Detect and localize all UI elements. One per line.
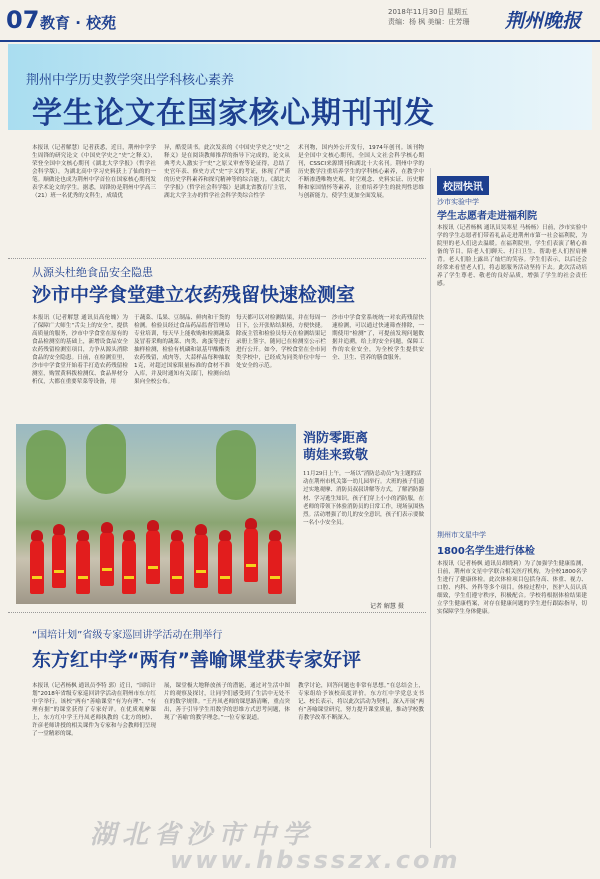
campus-news-badge: 校园快讯 (437, 176, 489, 195)
section-divider (8, 612, 426, 613)
dongfang-column-2: 展，课堂极大地释放孩子的潜能，通过对生活中图片的观察及探讨，让同学们感受到了生活中无处不在的数学规律。“王丹凤老师的课思路清晰，重点突出，善于引导学生用数学的思维方式思考问题，体现了‘善喻’的教学理念。”一位专家说道。 (164, 683, 290, 721)
caption-title-line2: 萌娃来致敬 (303, 448, 369, 463)
child-figure (146, 530, 160, 584)
caption-title-line1: 消防零距离 (303, 431, 369, 446)
section-title: 教育 · 校苑 (40, 14, 117, 32)
child-figure (194, 534, 208, 588)
dongfang-column-3: 教学讨论，回答问题也非常有思想。”在总结会上，专家组给予该校高度评价。东方红中学党总支书记、校长表示，将以此次活动为契机，深入开展“两有”善喻课堂研究，努力提升课堂质量，推动学校教育教学改革不断深入。 (298, 683, 424, 721)
news2-kicker: 荆州市文星中学 (437, 531, 486, 539)
child-figure (122, 540, 136, 594)
fire-safety-photo (16, 424, 296, 604)
lead-headline: 学生论文在国家核心期刊刊发 (32, 96, 435, 131)
tree-shape (216, 430, 256, 500)
section-divider (8, 258, 426, 259)
newspaper-logo: 荆州晚报 (505, 10, 582, 32)
lead-column-3: 术刊物，国内外公开发行，1974年创刊。该刊物是全国中文核心期刊，全国人文社会科学核心期刊，CSSCI来源期刊和湖北十大名刊。荆州中学的历史教学注重培养学生的学科核心素养，在教学中不断渗透唯物史观、时空观念、史料实证、历史解释和家国情怀等素养，注重培养学生的批判性思维与创新能力，使学生更加全面发展。 (298, 145, 424, 199)
photo-caption-text: 11月29日上午，一场以“消防总动员”为主题的活动在荆州市机关第一幼儿园举行。大班的孩子们通过实地观摩、消防员叔叔讲解等方式，了解消防器材、学习逃生知识。孩子们穿上小小的消防服，在老师的带领下体验消防员的日常工作，现场氛围热烈。活动增强了幼儿的安全意识，孩子们表示要做一名小小安全员。 (303, 471, 425, 527)
food-headline: 沙市中学食堂建立农药残留快速检测室 (32, 284, 356, 306)
watermark-url: www.hbssszx.com (170, 846, 461, 874)
news2-headline: 1800名学生进行体检 (437, 546, 535, 557)
child-figure (76, 540, 90, 594)
child-figure (52, 534, 66, 588)
food-column-1: 本报讯（记者解慧 通讯员高伦魄）为了保障广大师生“舌尖上的安全”，提供高质量的服务，沙市中学食堂在原有的食品检测室的基础上，新增设食品安全农药残留检测室项目，力争从源头消除食品的安全隐患。日前，在检测室里，沙市中学食堂开始着手打造农药残留检测室，购置黄料拨检测仪、食品界材分析仪，大都在重要荤菜等设备，用 (32, 315, 128, 385)
photo-credit: 记者 解慧 摄 (370, 603, 404, 610)
child-figure (244, 528, 258, 582)
child-figure (30, 540, 44, 594)
news1-headline: 学生志愿者走进福利院 (437, 211, 537, 222)
food-column-4: 沙市中学食堂系统统一对农药残留快速检测，可以通过快速筛查排除，一期使用“检测”了，可提前发现问题数据并追溯，给上的安全问题，保障工作的农业安全，为全校学生提供安全、卫生、营养的膳食服务。 (332, 315, 424, 361)
dateline (388, 7, 508, 27)
dongfang-headline: 东方红中学“两有”善喻课堂获专家好评 (32, 649, 361, 671)
page-number: 07 (6, 6, 40, 34)
issue-date: 2018年11月30日 星期五 (388, 8, 468, 16)
page-header (0, 0, 600, 42)
watermark-text: 湖北省沙市中学 (90, 820, 315, 850)
dongfang-column-1: 本报讯（记者杨枫 通讯员李特 郭）近日，“国培计划”2018年省级专家巡回讲学活动在荆州市东方红中学举行。该校“两有”善喻课堂“有为有理”、“有理有据”的课堂获得了专家好评。在优质观摩课上，东方红中学王丹凤老师执教的《北方的树》、许彦老师讲授的相关课件为专家和与会教师们呈现了一堂精彩的课。 (32, 683, 156, 737)
tree-shape (26, 430, 66, 500)
news1-kicker: 沙市实验中学 (437, 198, 479, 206)
lead-column-1: 本报讯（记者解慧）记者获悉，近日，荆州中学学生周锋的研究论文《中国史学史之“史”之释义》，荣登全国中文核心期刊《湖北大学学报》（哲学社会科学版），为湖北高中学习史料获上了仙的的一笔。顺做论也成为荆州中学首位在国家核心期刊发表学术论文的学生。据悉，周锋协是荆州中学高三（21）班一名优秀的文科生，成绩优 (32, 145, 156, 199)
column-rule (430, 168, 431, 848)
food-column-3: 每天都可以对检测结果，并在每周一日下，公开张贴结果榜，方便快捷。除夜主管和检验员每天在检测结果记录册上签字，随同已在检测室公示栏进行公开。如今，学校食堂在全市同类学校中，已经成为同类单位中每一处安全的示范。 (236, 315, 326, 369)
editors: 责编：杨 枫 美编：庄芳珊 (388, 18, 470, 26)
child-figure (268, 540, 282, 594)
child-figure (218, 540, 232, 594)
food-column-2: 于蔬菜、瓜果、豆制品、鲜肉和干货的检测。检验员经过食品药品监督管理局专业培训，每天早上能收购和检测蔬菜及冒着采购的蔬菜、肉类、禽蛋等进行抽样检测，检验有机磷和氨基甲酸酯类农药残留，成肉等，大蒜样品每种抽取1克，对超过国家限量标准的食材不准入库，并及时通知有关部门，检测台结果向全校公布。 (134, 315, 230, 385)
food-kicker: 从源头杜绝食品安全隐患 (32, 266, 153, 279)
dongfang-kicker: “国培计划”省级专家巡回讲学活动在荆举行 (32, 630, 223, 641)
child-figure (170, 540, 184, 594)
photo-caption-title (303, 430, 368, 464)
lead-kicker: 荆州中学历史教学突出学科核心素养 (26, 73, 235, 88)
news2-text: 本报讯（记者杨枫 通讯员胡晓莉）为了加强学生健康监测，日前，荆州市文星中学联合相关医疗机构，为全校1800名学生进行了健康体检。此次体检项目包括身高、体重、视力、口腔、内科、外科等多个项目。体检过程中，医护人员认真细致，学生们遵守秩序，积极配合。学校将根据体检结果建立学生健康档案，对存在健康问题的学生进行跟踪指导，切实保障学生身体健康。 (437, 561, 587, 615)
news1-text: 本报讯（记者杨枫 通讯员吴寒星 马杨杨）日前，沙市实验中学的学生志愿者们带着礼品走进荆州市第一社会福利院，为院里的老人们送去温暖。在福利院里，学生们表演了精心准备的节目，陪老人们聊天、打扫卫生、帮助老人们捏肩捶背。老人们脸上露出了灿烂的笑容。学生们表示，以后还会经常来看望老人们，将志愿服务活动坚持下去。此次活动培养了学生尊老、敬老的良好品质，增强了学生的社会责任感。 (437, 225, 587, 287)
lead-column-2: 异，酷爱读书。此次发表的《中国史学史之“史”之释义》是在阅读教师推荐的指导下完成的，论文从典考夫人激实于“史”之原义审查等论证得，总结了史官年表、修史方式“史”字义的考证，体现了严谨的历史学科素养和探究精神等的综合能力。《湖北大学学报》（哲学社会科学版）是湖北省教育厅主管，湖北大学主办的哲学社会科学类综合性学 (164, 145, 290, 199)
tree-shape (86, 424, 126, 494)
child-figure (100, 532, 114, 586)
